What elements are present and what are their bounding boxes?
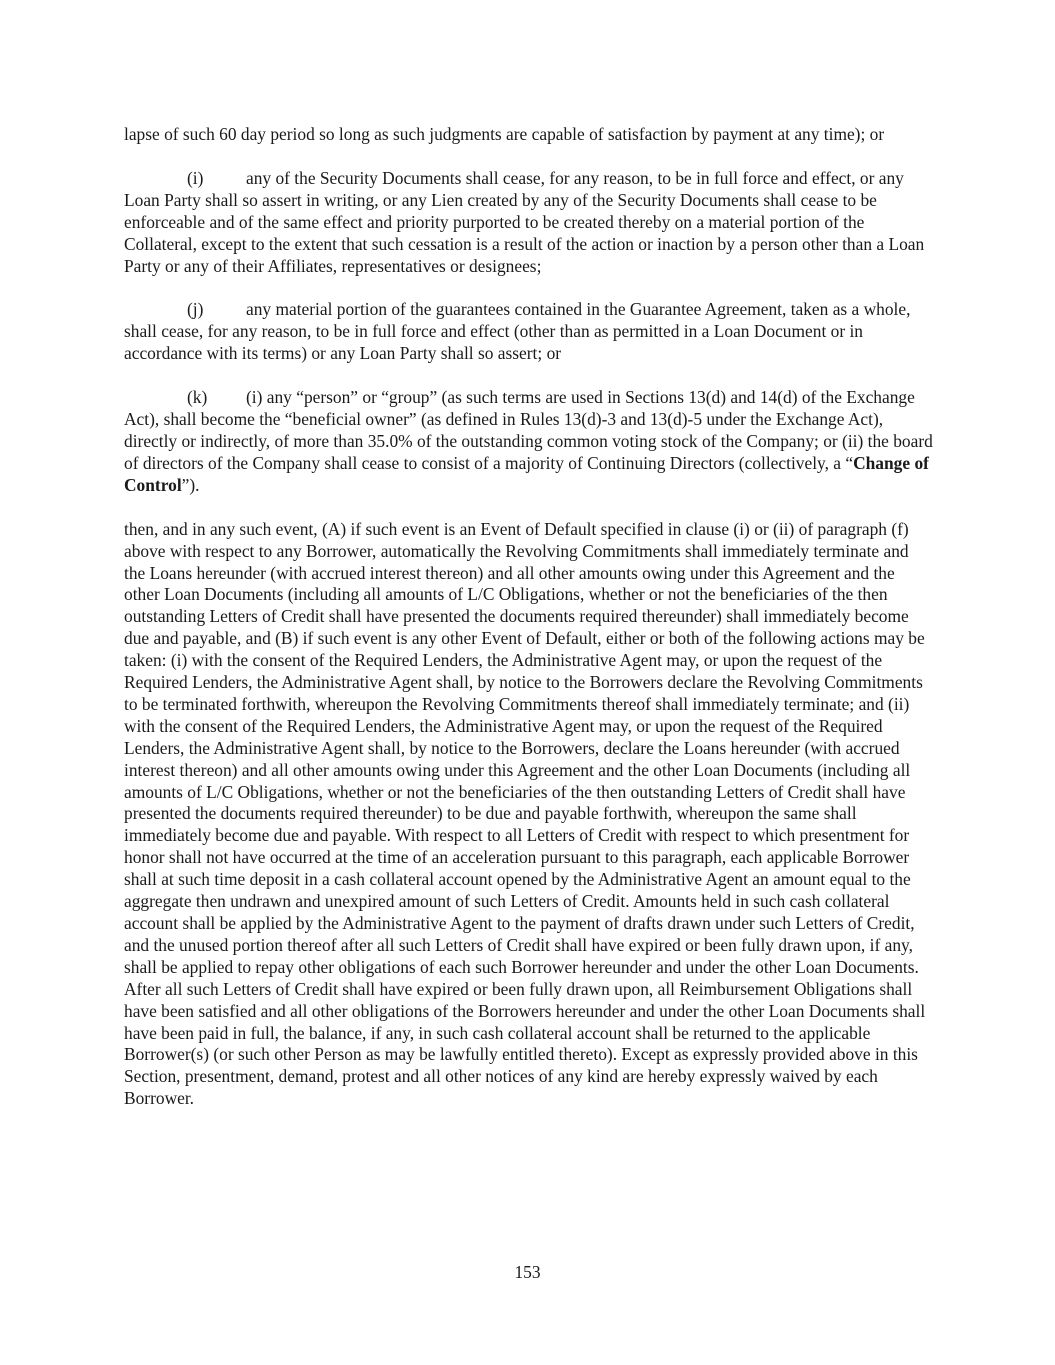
- continuation-paragraph: lapse of such 60 day period so long as such judgments are capable of satisfaction by payment at any time); or: [124, 124, 885, 144]
- clause-text: any material portion of the guarantees contained in the Guarantee Agreement, taken as a whole, shall cease, for any reason, to be in full force and effect (other than as permitted in a Loan Document or in accordance with its terms) or any Loan Party shall so assert; or: [124, 299, 911, 364]
- document-page-body: [124, 124, 934, 1132]
- clause-marker: (k): [187, 387, 208, 408]
- clause-marker: (i): [187, 167, 204, 188]
- clause-j: [124, 299, 934, 365]
- page-number: 153: [514, 1262, 541, 1282]
- remedies-paragraph: then, and in any such event, (A) if such event is an Event of Default specified in clause (i) or (ii) of paragraph (f) above with respect to any Borrower, automatically the Revolving Commitments shall immediately terminate and the Loans hereunder (with accrued interest thereon) and all other amounts owing under this Agreement and the other Loan Documents (including all amounts of L/C Obligations, whether or not the beneficiaries of the then outstanding Letters of Credit shall have presented the documents required thereunder) shall immediately become due and payable, and (B) if such event is any other Event of Default, either or both of the following actions may be taken: (i) with the consent of the Required Lenders, the Administrative Agent may, or upon the request of the Required Lenders, the Administrative Agent shall, by notice to the Borrowers declare the Revolving Commitments to be terminated forthwith, whereupon the Revolving Commitments thereof shall immediately terminate; and (ii) with the consent of the Required Lenders, the Administrative Agent may, or upon the request of the Required Lenders, the Administrative Agent shall, by notice to the Borrowers, declare the Loans hereunder (with accrued interest thereon) and all other amounts owing under this Agreement and the other Loan Documents (including all amounts of L/C Obligations, whether or not the beneficiaries of the then outstanding Letters of Credit shall have presented the documents required thereunder) to be due and payable forthwith, whereupon the same shall immediately become due and payable. With respect to all Letters of Credit with respect to which presentment for honor shall not have occurred at the time of an acceleration pursuant to this paragraph, each applicable Borrower shall at such time deposit in a cash collateral account opened by the Administrative Agent an amount equal to the aggregate then undrawn and unexpired amount of such Letters of Credit. Amounts held in such cash collateral account shall be applied by the Administrative Agent to the payment of drafts drawn under such Letters of Credit, and the unused portion thereof after all such Letters of Credit shall have expired or been fully drawn upon, if any, shall be applied to repay other obligations of each such Borrower hereunder and under the other Loan Documents. After all such Letters of Credit shall have expired or been fully drawn upon, all Reimbursement Obligations shall have been satisfied and all other obligations of the Borrowers hereunder and under the other Loan Documents shall have been paid in full, the balance, if any, in such cash collateral account shall be returned to the applicable Borrower(s) (or such other Person as may be lawfully entitled thereto). Except as expressly provided above in this Section, presentment, demand, protest and all other notices of any kind are hereby expressly waived by each Borrower.: [124, 518, 926, 1109]
- clause-text: any of the Security Documents shall cease, for any reason, to be in full force and effect, or any Loan Party shall so assert in writing, or any Lien created by any of the Security Documents shall cease to be enforceable and of the same effect and priority purported to be created thereby on a material portion of the Collateral, except to the extent that such cessation is a result of the action or inaction by a person other than a Loan Party or any of their Affiliates, representatives or designees;: [124, 167, 925, 276]
- clause-text-end: ”).: [181, 474, 200, 495]
- defined-term: Change of Control: [124, 452, 929, 495]
- clause-k: [124, 387, 934, 497]
- clause-marker: (j): [187, 299, 204, 320]
- clause-text: (i) any “person” or “group” (as such terms are used in Sections 13(d) and 14(d) of the Exchange Act), shall become the “beneficial owner” (as defined in Rules 13(d)-3 and 13(d)-5 under the Exchange Act), directly or indirectly, of more than 35.0% of the outstanding common voting stock of the Company; or (ii) the board of directors of the Company shall cease to consist of a majority of Continuing Directors (collectively, a “: [124, 387, 933, 473]
- clause-i: [124, 168, 934, 278]
